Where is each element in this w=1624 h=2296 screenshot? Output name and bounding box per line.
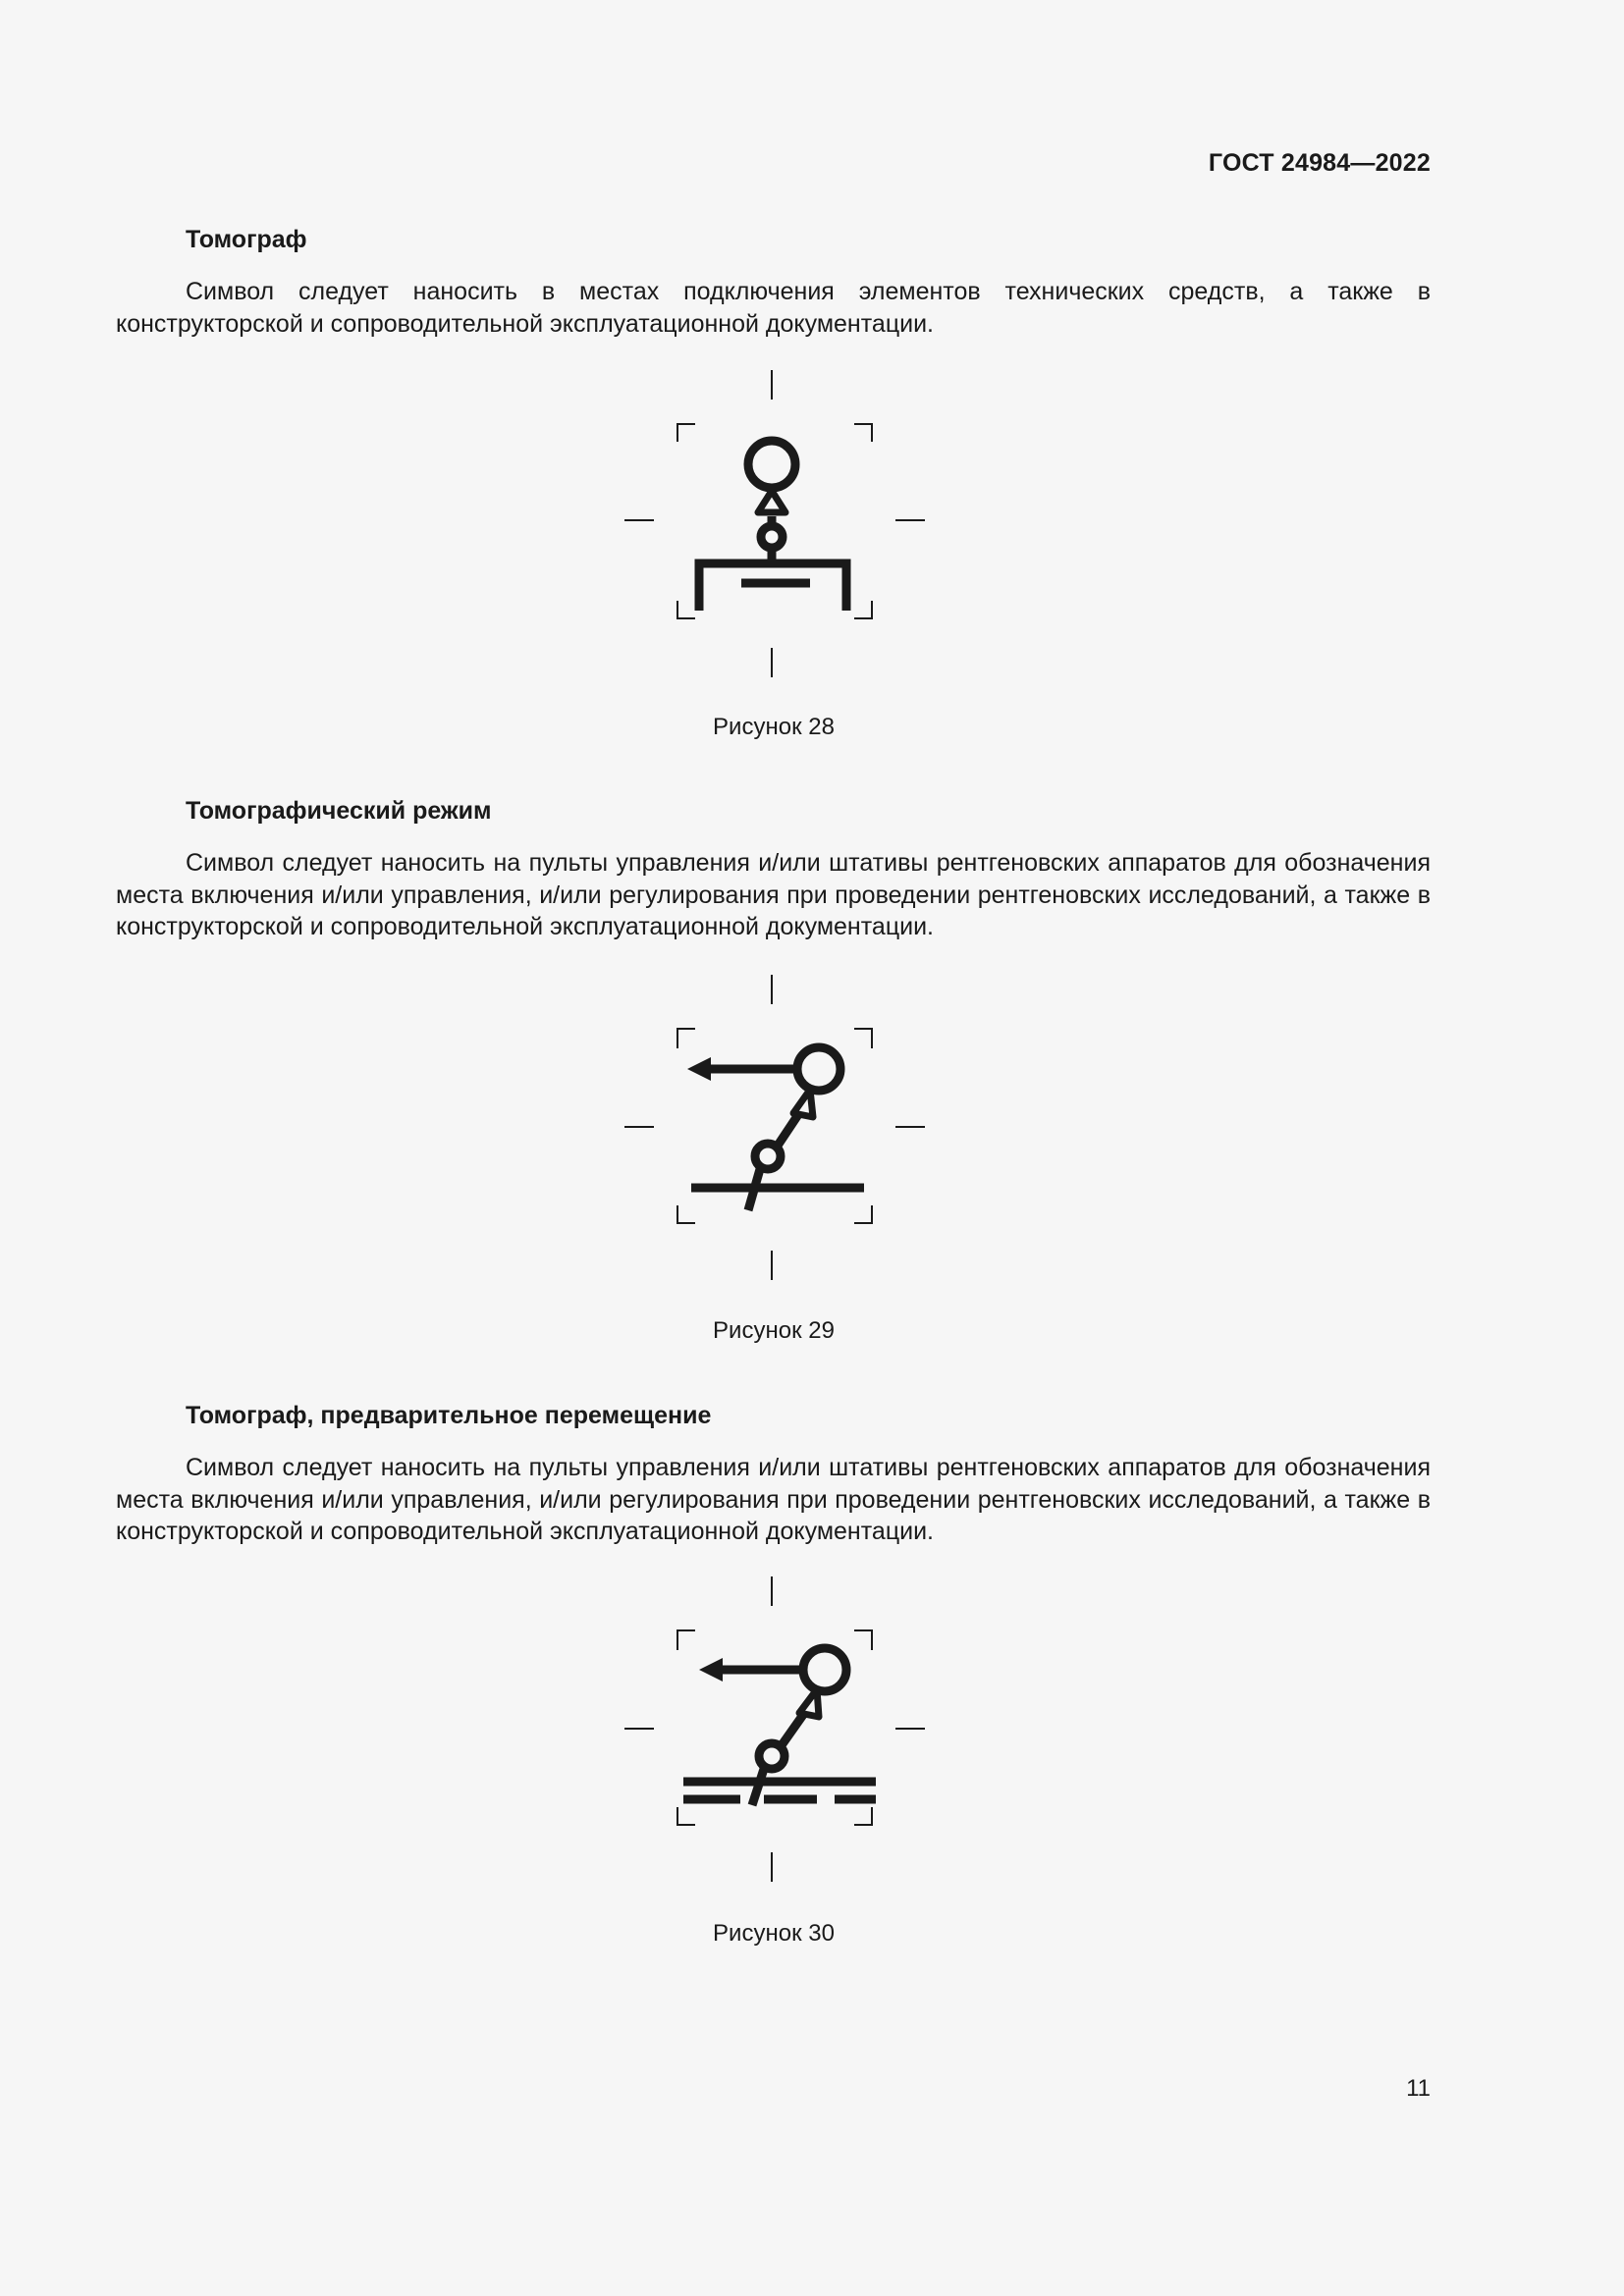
section-title: Томограф [186, 226, 307, 253]
tomographic-mode-icon [609, 970, 943, 1284]
figure-29 [609, 970, 943, 1284]
section-tomograph [116, 226, 1431, 340]
figure-caption: Рисунок 28 [713, 714, 835, 740]
tomograph-icon [609, 365, 943, 679]
figure-28 [609, 365, 943, 679]
section-tomograph-preliminary-movement [116, 1402, 1431, 1548]
section-title: Томограф, предварительное перемещение [186, 1402, 712, 1429]
figure-30 [609, 1572, 943, 1886]
section-text: Символ следует наносить в местах подключения элементов технических средств, а также в конструкторской и сопроводительной эксплуатационной документации. [116, 278, 1431, 338]
figure-caption: Рисунок 29 [713, 1317, 835, 1344]
doc-code: ГОСТ 24984—2022 [1208, 149, 1431, 177]
section-title: Томографический режим [186, 797, 492, 825]
page-number: 11 [1406, 2075, 1431, 2102]
tomograph-preliminary-movement-icon [609, 1572, 943, 1886]
section-text: Символ следует наносить на пульты управления и/или штативы рентгеновских аппаратов для обозначения места включения и/или управления, и/или регулирования при проведении рентгеновских исследований, а также в конструкторской и сопроводительной эксплуатационной документации. [116, 849, 1431, 940]
section-tomographic-mode [116, 797, 1431, 943]
section-text: Символ следует наносить на пульты управления и/или штативы рентгеновских аппаратов для обозначения места включения и/или управления, и/или регулирования при проведении рентгеновских исследований, а также в конструкторской и сопроводительной эксплуатационной документации. [116, 1454, 1431, 1545]
figure-caption: Рисунок 30 [713, 1920, 835, 1947]
